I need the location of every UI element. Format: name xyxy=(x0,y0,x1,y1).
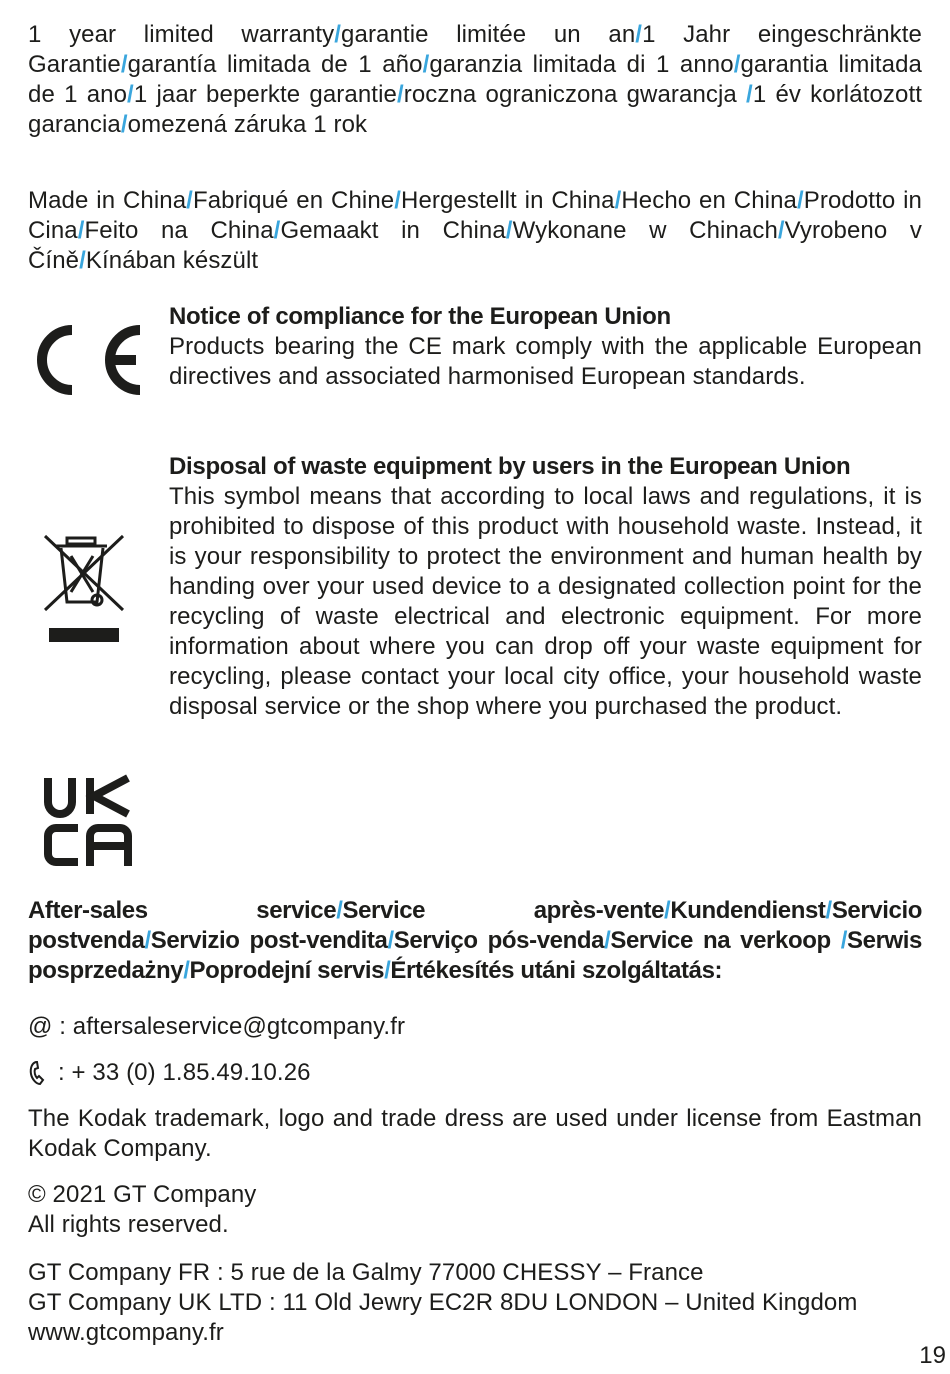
language-separator: / xyxy=(394,187,402,214)
after-sales-item: Servicio postvenda xyxy=(28,897,922,954)
weee-notice-title: Disposal of waste equipment by users in the European Union xyxy=(169,453,851,480)
address-fr: GT Company FR : 5 rue de la Galmy 77000 CHESSY – France xyxy=(28,1259,704,1286)
after-sales-item: Serwis posprzedażny xyxy=(28,927,922,984)
language-separator: / xyxy=(273,217,281,244)
website-link[interactable]: www.gtcompany.fr xyxy=(28,1319,224,1346)
after-sales-item: Serviço pós-venda xyxy=(393,927,605,954)
after-sales-heading xyxy=(28,896,922,986)
language-separator: / xyxy=(396,81,404,108)
warranty-item: garantia limitada de 1 ano xyxy=(28,51,922,108)
ce-mark-icon xyxy=(28,322,144,398)
language-separator: / xyxy=(796,187,804,214)
language-separator: / xyxy=(77,217,85,244)
after-sales-item: After-sales service xyxy=(28,897,337,924)
origin-item: Wykonane w Chinach xyxy=(512,217,778,244)
language-separator: / xyxy=(635,21,643,48)
phone-line xyxy=(28,1058,922,1088)
origin-item: Feito na China xyxy=(84,217,274,244)
warranty-block xyxy=(28,20,922,140)
language-separator: / xyxy=(746,81,753,108)
language-separator: / xyxy=(733,51,741,78)
origin-item: Vyrobeno v Číně xyxy=(28,217,922,274)
ce-notice-body: Products bearing the CE mark comply with the applicable European directives and associated harmonised European standards. xyxy=(169,333,922,390)
origin-item: Kínában készült xyxy=(85,247,259,274)
warranty-item: 1 Jahr eingeschränkte Garantie xyxy=(28,21,923,78)
language-separator: / xyxy=(186,187,193,214)
language-separator: / xyxy=(777,217,785,244)
language-separator: / xyxy=(604,927,611,954)
language-separator: / xyxy=(336,897,343,924)
language-separator: / xyxy=(840,927,848,954)
copyright-line: © 2021 GT Company xyxy=(28,1181,257,1208)
phone-icon xyxy=(28,1060,50,1086)
language-separator: / xyxy=(183,957,190,984)
origin-item: Hecho en China xyxy=(621,187,797,214)
after-sales-item: Service après-vente xyxy=(342,897,665,924)
origin-item: Fabriqué en Chine xyxy=(192,187,395,214)
origin-block xyxy=(28,186,922,276)
trademark-notice xyxy=(28,1104,922,1164)
after-sales-item: Értékesítés utáni szolgáltatás: xyxy=(390,957,723,984)
crossed-out-wheelie-bin-icon xyxy=(41,532,127,644)
rights-line: All rights reserved. xyxy=(28,1211,229,1238)
origin-item: Gemaakt in China xyxy=(280,217,506,244)
language-separator: / xyxy=(120,51,128,78)
copyright-block xyxy=(28,1180,922,1240)
language-separator: / xyxy=(422,51,430,78)
after-sales-text xyxy=(28,896,922,986)
after-sales-item: Servizio post-vendita xyxy=(150,927,388,954)
weee-notice xyxy=(169,452,922,722)
phone-number: : + 33 (0) 1.85.49.10.26 xyxy=(58,1059,311,1086)
warranty-item: garantie limitée un an xyxy=(341,21,636,48)
language-separator: / xyxy=(387,927,394,954)
language-separator: / xyxy=(384,957,391,984)
ukca-mark-icon xyxy=(42,774,134,866)
address-block xyxy=(28,1258,922,1348)
weee-notice-body: This symbol means that according to local laws and regulations, it is prohibited to dispose of this product with household waste. Instead, it is your responsibility to protect the environment and human health by handing over your used device to a designated collection point for the recycling of waste electrical and electronic equipment. For more information about where you can drop off your waste equipment for recycling, please contact your local city office, your household waste disposal service or the shop where you purchased the product. xyxy=(169,483,922,720)
language-separator: / xyxy=(79,247,86,274)
after-sales-item: Service na verkoop xyxy=(610,927,841,954)
email-line xyxy=(28,1012,922,1042)
language-separator: / xyxy=(614,187,622,214)
warranty-item: 1 év korlátozott garancia xyxy=(28,81,922,138)
warranty-item: garanzia limitada di 1 anno xyxy=(429,51,734,78)
language-separator: / xyxy=(127,81,134,108)
ce-notice xyxy=(169,302,922,392)
page-number: 19 xyxy=(919,1342,946,1369)
warranty-item: 1 jaar beperkte garantie xyxy=(133,81,397,108)
email-prefix: @ : xyxy=(28,1013,73,1040)
address-uk: GT Company UK LTD : 11 Old Jewry EC2R 8DU LONDON – United Kingdom xyxy=(28,1289,858,1316)
ce-notice-title: Notice of compliance for the European Union xyxy=(169,303,671,330)
warranty-item: roczna ograniczona gwarancja xyxy=(403,81,747,108)
language-separator: / xyxy=(120,111,128,138)
language-separator: / xyxy=(505,217,513,244)
after-sales-item: Kundendienst xyxy=(670,897,826,924)
language-separator: / xyxy=(825,897,832,924)
origin-item: Hergestellt in China xyxy=(401,187,615,214)
trademark-text: The Kodak trademark, logo and trade dress are used under license from Eastman Kodak Company. xyxy=(28,1105,922,1162)
origin-text xyxy=(28,186,922,276)
language-separator: / xyxy=(664,897,671,924)
after-sales-item: Poprodejní servis xyxy=(189,957,385,984)
origin-item: Made in China xyxy=(28,187,187,214)
language-separator: / xyxy=(334,21,342,48)
email-link[interactable]: aftersaleservice@gtcompany.fr xyxy=(72,1013,406,1040)
warranty-text xyxy=(28,20,922,140)
warranty-item: 1 year limited warranty xyxy=(28,21,335,48)
warranty-item: omezená záruka 1 rok xyxy=(127,111,368,138)
language-separator: / xyxy=(144,927,151,954)
warranty-item: garantía limitada de 1 año xyxy=(127,51,423,78)
origin-item: Prodotto in Cina xyxy=(28,187,922,244)
